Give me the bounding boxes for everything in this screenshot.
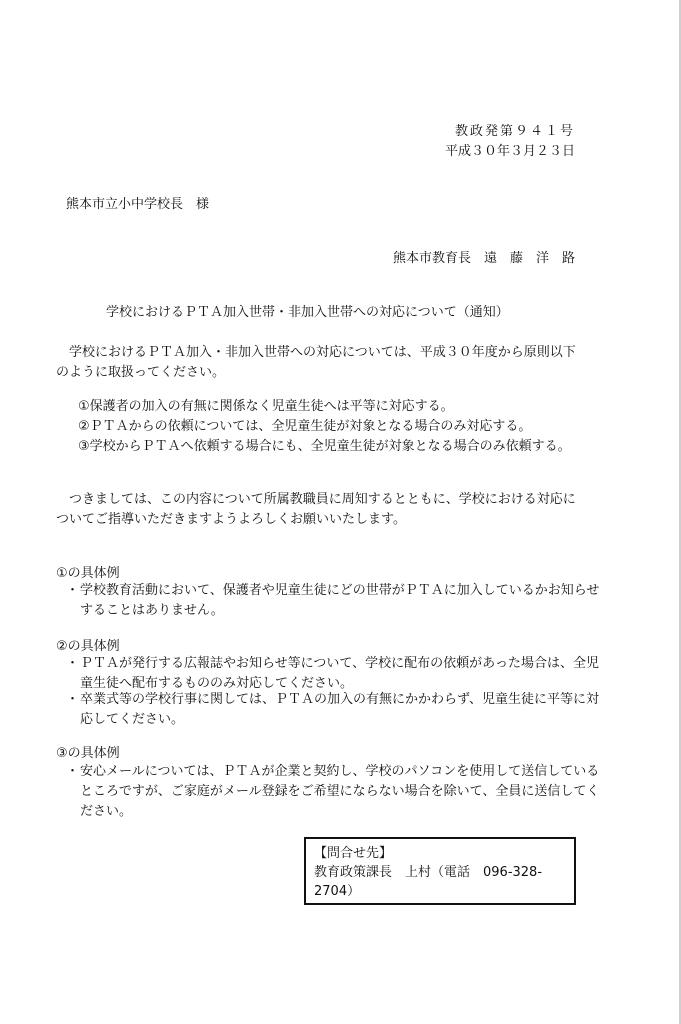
example-heading-3: ③の具体例 <box>56 746 120 761</box>
contact-box <box>304 837 576 905</box>
document-number: 教政発第９４１号 <box>454 124 575 139</box>
principle-item-1: ①保護者の加入の有無に関係なく児童生徒へは平等に対応する。 <box>78 399 454 414</box>
contact-line-1: 教育政策課長 上村（電話 096-328- <box>314 865 543 880</box>
bullet-mark: ・ <box>66 656 80 671</box>
bullet-mark: ・ <box>66 692 80 707</box>
contact-line-2: 2704） <box>314 884 361 899</box>
example-2-item-1-text: ＰＴＡが発行する広報誌やお知らせ等について、学校に配布の依頼があった場合は、全児童生徒へ配布するもののみ対応してください。 <box>80 656 599 691</box>
addressee: 熊本市立小中学校長 様 <box>66 197 210 212</box>
example-heading-2: ②の具体例 <box>56 639 120 654</box>
sender: 熊本市教育長 遠 藤 洋 路 <box>392 251 575 266</box>
example-heading-1: ①の具体例 <box>56 566 120 581</box>
example-2-item-2 <box>66 690 600 730</box>
example-3-item-1 <box>66 762 600 822</box>
intro-paragraph: 学校におけるＰＴＡ加入・非加入世帯への対応については、平成３０年度から原則以下のように取扱ってください。 <box>56 345 576 380</box>
principle-item-3: ③学校からＰＴＡへ依頼する場合にも、全児童生徒が対象となる場合のみ依頼する。 <box>78 439 571 454</box>
contact-label: 【問合せ先】 <box>314 846 393 861</box>
document-title: 学校におけるＰＴＡ加入世帯・非加入世帯への対応について（通知） <box>106 305 509 320</box>
example-2-item-2-text: 卒業式等の学校行事に関しては、ＰＴＡの加入の有無にかかわらず、児童生徒に平等に対応してください。 <box>80 692 599 727</box>
bullet-mark: ・ <box>66 583 80 598</box>
document-date: 平成３０年３月２３日 <box>444 144 575 159</box>
bullet-mark: ・ <box>66 764 80 779</box>
example-1-item-1-text: 学校教育活動において、保護者や児童生徒にどの世帯がＰＴＡに加入しているかお知らせすることはありません。 <box>80 583 600 618</box>
example-1-item-1 <box>66 581 600 621</box>
example-2-item-1 <box>66 654 600 694</box>
request-paragraph: つきましては、この内容について所属教職員に周知するとともに、学校における対応についてご指導いただきますようよろしくお願いいたします。 <box>56 492 576 527</box>
example-3-item-1-text: 安心メールについては、ＰＴＡが企業と契約し、学校のパソコンを使用して送信しているところですが、ご家庭がメール登録をご希望にならない場合を除いて、全員に送信してください。 <box>80 764 600 819</box>
principle-item-2: ②ＰＴＡからの依頼については、全児童生徒が対象となる場合のみ対応する。 <box>78 419 532 434</box>
